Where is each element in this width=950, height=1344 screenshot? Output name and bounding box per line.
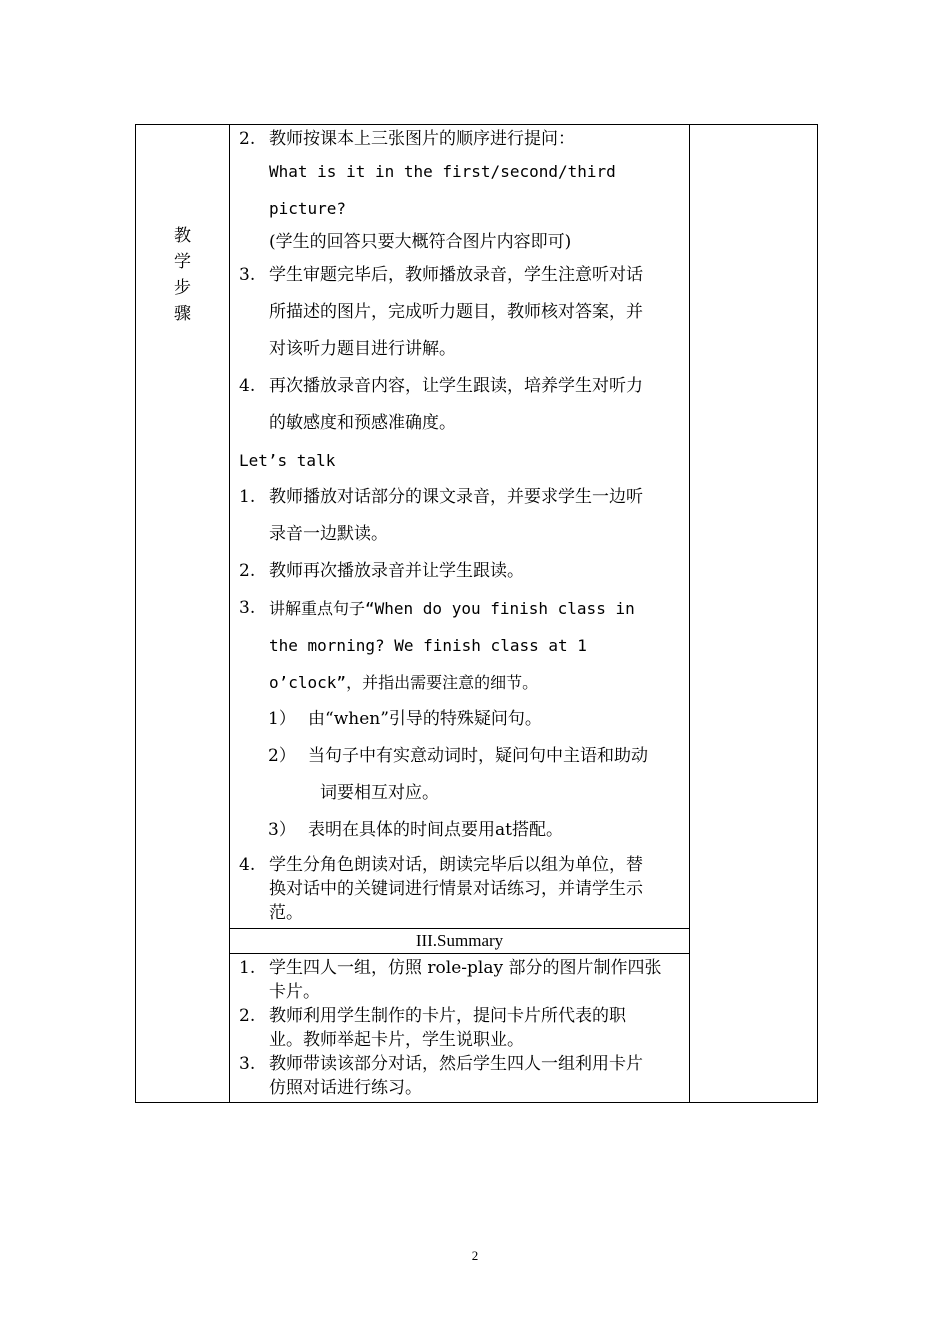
talk-step-item: 1. 教师播放对话部分的课文录音，并要求学生一边听 录音一边默读。	[239, 487, 643, 544]
answer-note: (学生的回答只要大概符合图片内容即可)	[269, 232, 572, 252]
question-english: What is it in the first/second/third picture?	[269, 162, 616, 218]
lets-talk-heading: Let’s talk	[239, 451, 336, 470]
talk-step-item: 2. 教师再次播放录音并让学生跟读。	[239, 561, 524, 581]
page-number: 2	[471, 1248, 479, 1263]
step-item: 4. 再次播放录音内容，让学生跟读，培养学生对听力 的敏感度和预感准确度。	[239, 376, 643, 433]
teaching-steps-label-cell	[136, 125, 230, 1103]
notes-cell	[690, 125, 818, 1103]
summary-list	[230, 954, 689, 1102]
teaching-steps-label: 教 学 步 骤	[174, 226, 191, 324]
lesson-plan-table	[135, 124, 818, 1103]
summary-item: 3. 教师带读该部分对话，然后学生四人一组利用卡片 仿照对话进行练习。	[239, 1054, 643, 1098]
talk-step-item: 3. 讲解重点句子“When do you finish class in the morning? We finish class at 1 o’clock”，并指出需要注意的细节。	[239, 598, 635, 692]
summary-item: 1. 学生四人一组，仿照 role-play 部分的图片制作四张 卡片。	[239, 958, 662, 1002]
step-item: 2. 教师按课本上三张图片的顺序进行提问：	[239, 129, 575, 149]
sub-point: 1） 由“when”引导的特殊疑问句。	[268, 709, 542, 729]
sub-point: 3） 表明在具体的时间点要用at搭配。	[268, 820, 563, 840]
summary-item: 2. 教师利用学生制作的卡片，提问卡片所代表的职 业。教师举起卡片，学生说职业。	[239, 1006, 626, 1050]
teaching-steps-content	[230, 125, 690, 1103]
talk-step-item: 4. 学生分角色朗读对话，朗读完毕后以组为单位，替 换对话中的关键词进行情景对话练习，并请学生示 范。	[239, 855, 643, 923]
sub-point: 2） 当句子中有实意动词时，疑问句中主语和助动 词要相互对应。	[268, 746, 648, 803]
step-item: 3. 学生审题完毕后，教师播放录音，学生注意听对话 所描述的图片，完成听力题目，教师核对答案，并 对该听力题目进行讲解。	[239, 265, 643, 359]
summary-heading: III.Summary	[230, 928, 689, 954]
